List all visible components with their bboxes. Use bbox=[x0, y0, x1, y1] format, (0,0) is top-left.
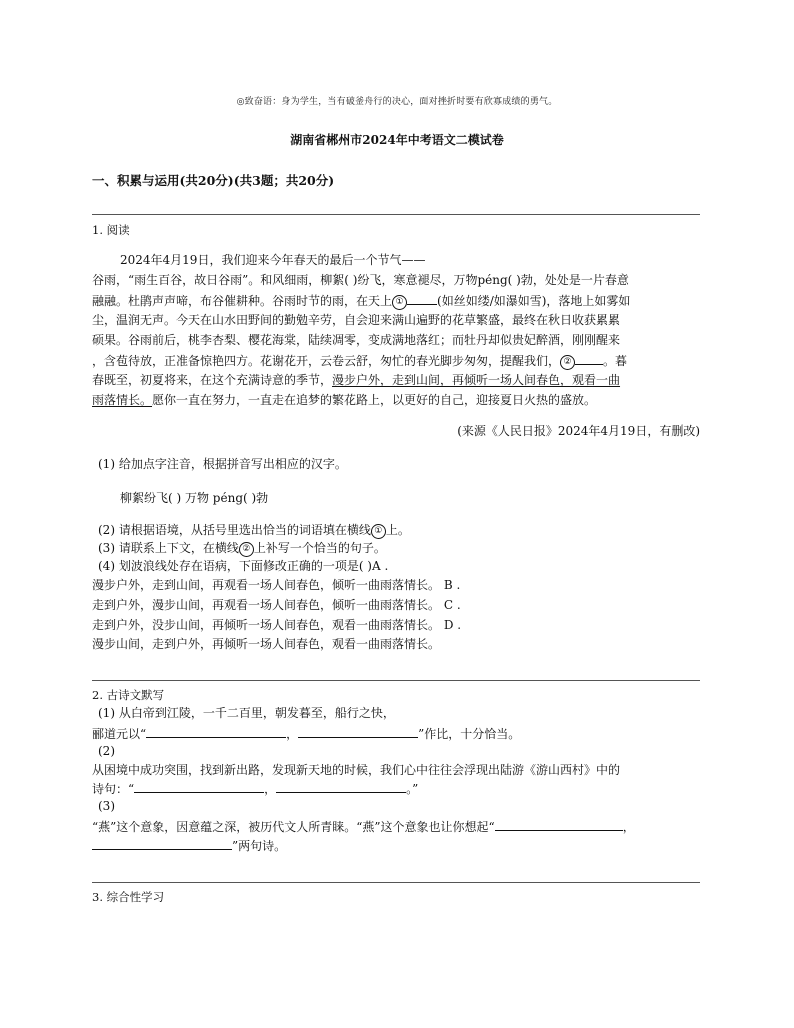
q2-sub2-sep: ， bbox=[264, 782, 277, 796]
passage-line-6 bbox=[92, 352, 627, 370]
divider-q2 bbox=[92, 680, 700, 681]
q1-sub2-marker: ① bbox=[371, 524, 386, 539]
q2-sub1-post: ”作比，十分恰当。 bbox=[418, 727, 521, 741]
q2-sub2-blank-2[interactable] bbox=[276, 780, 406, 793]
q1-heading: 1. 阅读 bbox=[92, 223, 130, 237]
q2-sub1-line2 bbox=[92, 725, 520, 742]
q2-sub2-num: (2) bbox=[98, 744, 115, 758]
passage-line-3 bbox=[92, 292, 630, 310]
motto-text: ◎致奋语：身为学生，当有破釜舟行的决心，面对挫折时要有欣寡成绩的勇气。 bbox=[236, 97, 558, 107]
divider-q3 bbox=[92, 882, 700, 883]
passage-line-1: 2024年4月19日，我们迎来今年春天的最后一个节气—— bbox=[120, 253, 426, 267]
q3-heading: 3. 综合性学习 bbox=[92, 890, 165, 904]
blank-2[interactable] bbox=[575, 352, 603, 365]
option-line-4[interactable]: 漫步山间，走到户外，再倾听一场人间春色，观看一曲雨落情长。 bbox=[92, 637, 441, 651]
q2-sub3-sep: ， bbox=[622, 820, 635, 834]
q1-sub2 bbox=[98, 522, 410, 539]
q2-sub3-line2 bbox=[92, 837, 286, 854]
passage-line-5: 硕果。谷雨前后，桃李杏梨、樱花海棠，陆续凋零，变成满地落红；而牡丹却似贵妃醉酒，刚刚醒来 bbox=[92, 333, 621, 347]
q2-sub1-pre: 郦道元以“ bbox=[92, 727, 147, 741]
q2-sub3-text bbox=[92, 818, 635, 835]
q2-sub2-pre: 诗句：“ bbox=[92, 782, 135, 796]
wavy-underline-text-2: 雨落情长。 bbox=[92, 393, 153, 407]
q2-sub2-line2 bbox=[92, 780, 418, 797]
q1-sub2-end: 上。 bbox=[385, 523, 410, 537]
q1-sub3-marker: ② bbox=[239, 542, 254, 557]
q2-sub1-sep: ， bbox=[286, 727, 299, 741]
q1-sub3-text: (3) 请联系上下文，在横线 bbox=[98, 541, 239, 555]
q2-sub3-blank-1[interactable] bbox=[495, 818, 623, 831]
q1-sub3-end: 上补写一个恰当的句子。 bbox=[253, 541, 386, 555]
q1-sub1-items: 柳絮纷飞( ) 万物 péng( )勃 bbox=[120, 491, 269, 505]
divider-q1 bbox=[92, 214, 700, 215]
passage-source: (来源《人民日报》2024年4月19日，有删改) bbox=[457, 424, 700, 438]
q2-sub3-text-main: “燕”这个意象，因意蕴之深，被历代文人所青睐。“燕”这个意象也让你想起“ bbox=[92, 820, 495, 834]
q2-sub2-post: 。” bbox=[406, 782, 419, 796]
passage-line-6-text: ，含苞待放，正准备惊艳四方。花谢花开，云卷云舒，匆忙的春光脚步匆匆，提醒我们， bbox=[92, 354, 561, 368]
section-heading: 一、积累与运用(共20分)(共3题；共20分) bbox=[92, 173, 335, 188]
q2-sub3-post: ”两句诗。 bbox=[232, 839, 287, 853]
q2-sub3-blank-2[interactable] bbox=[92, 837, 232, 850]
q1-sub4: (4) 划波浪线处存在语病，下面修改正确的一项是( )A . bbox=[98, 559, 389, 573]
option-line-1[interactable]: 漫步户外，走到山间，再观看一场人间春色，倾听一曲雨落情长。 B . bbox=[92, 578, 461, 592]
blank-2-marker: ② bbox=[560, 355, 575, 370]
passage-line-7-text: 春既至，初夏将来，在这个充满诗意的季节， bbox=[92, 373, 333, 387]
q1-sub3 bbox=[98, 540, 386, 557]
blank-1-marker: ① bbox=[392, 295, 407, 310]
passage-line-3-after: (如丝如缕/如瀑如雪)，落地上如雾如 bbox=[437, 294, 631, 308]
passage-line-2: 谷雨，“雨生百谷，故日谷雨”。和风细雨，柳絮( )纷飞，寒意褪尽，万物péng( )勃，处处是一片春意 bbox=[92, 273, 629, 287]
passage-line-3-text: 融融。杜鹃声声啼，布谷催耕种。谷雨时节的雨，在天上 bbox=[92, 294, 393, 308]
passage-line-8 bbox=[92, 392, 596, 408]
q2-sub3-num: (3) bbox=[98, 799, 115, 813]
passage-line-6-end: 。暮 bbox=[603, 354, 628, 368]
passage-line-7 bbox=[92, 372, 620, 388]
q2-sub2-text: 从困境中成功突围，找到新出路，发现新天地的时候，我们心中往往会浮现出陆游《游山西村》中的 bbox=[92, 763, 621, 777]
passage-line-8-text: 愿你一直在努力，一直走在追梦的繁花路上，以更好的自己，迎接夏日火热的盛放。 bbox=[152, 393, 597, 407]
q1-sub1: (1) 给加点字注音，根据拼音写出相应的汉字。 bbox=[98, 457, 347, 471]
q1-sub2-text: (2) 请根据语境，从括号里选出恰当的词语填在横线 bbox=[98, 523, 371, 537]
option-line-3[interactable]: 走到户外，没步山间，再倾听一场人间春色，观看一曲雨落情长。 D . bbox=[92, 618, 462, 632]
q2-sub1: (1) 从白帝到江陵，一千二百里，朝发暮至，船行之快， bbox=[98, 706, 395, 720]
q2-sub2-blank-1[interactable] bbox=[134, 780, 264, 793]
q2-heading: 2. 古诗文默写 bbox=[92, 688, 165, 702]
q2-sub1-blank-2[interactable] bbox=[298, 725, 418, 738]
exam-title: 湖南省郴州市2024年中考语文二模试卷 bbox=[290, 133, 504, 147]
option-line-2[interactable]: 走到户外，漫步山间，再观看一场人间春色，倾听一曲雨落情长。 C . bbox=[92, 598, 461, 612]
blank-1[interactable] bbox=[407, 292, 437, 305]
passage-line-4: 尘，温润无声。今天在山水田野间的勤勉辛劳，自会迎来满山遍野的花草繁盛，最终在秋日收获累累 bbox=[92, 313, 621, 327]
wavy-underline-text-1: 漫步户外，走到山间，再倾听一场人间春色，观看一曲 bbox=[332, 373, 621, 387]
q2-sub1-blank-1[interactable] bbox=[146, 725, 286, 738]
